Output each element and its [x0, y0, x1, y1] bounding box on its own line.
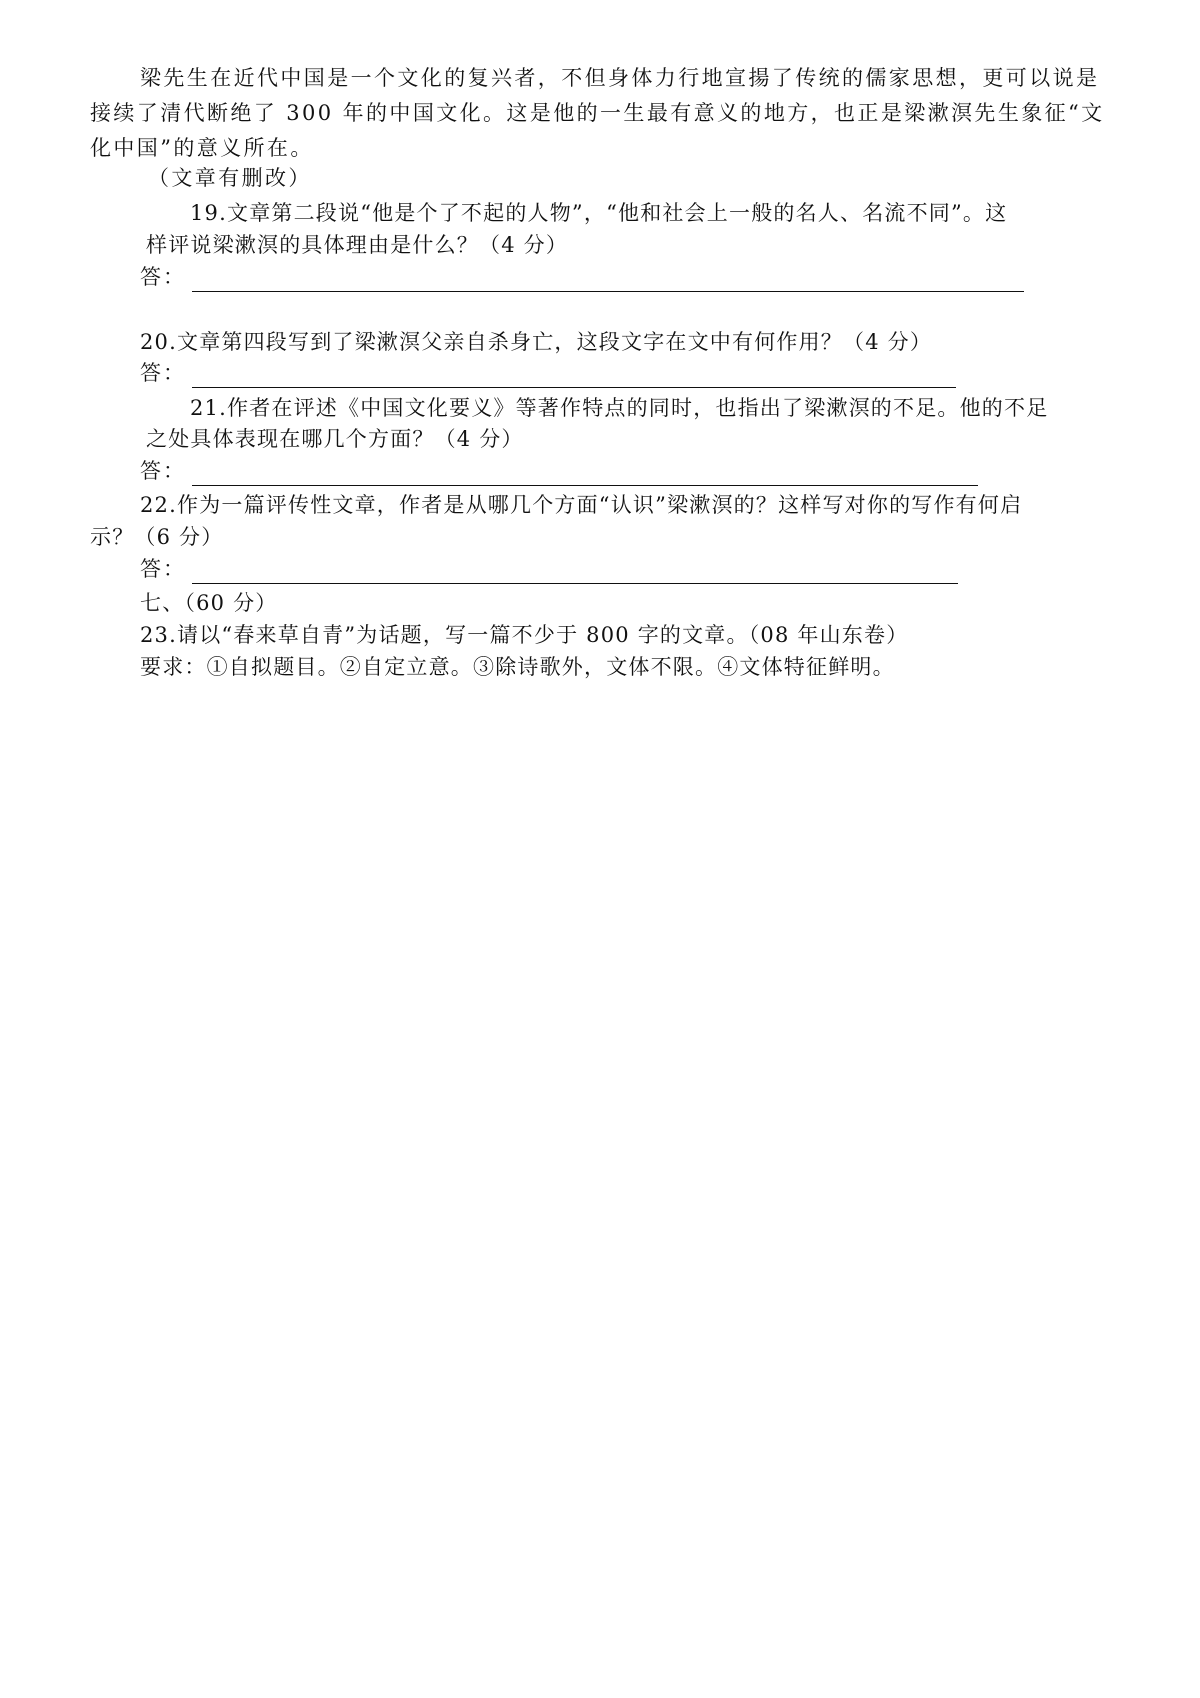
answer-label: 答：	[140, 557, 186, 581]
answer-label: 答：	[140, 265, 186, 289]
question-19-line-1: 19.文章第二段说“他是个了不起的人物”，“他和社会上一般的名人、名流不同”。这	[190, 201, 1008, 225]
question-19-line-2: 样评说梁漱溟的具体理由是什么？（4 分）	[146, 233, 569, 257]
requirements: 要求：①自拟题目。②自定立意。③除诗歌外，文体不限。④文体特征鲜明。	[140, 655, 895, 679]
question-23: 23.请以“春来草自青”为话题，写一篇不少于 800 字的文章。（08 年山东卷）	[140, 623, 909, 647]
source-note: （文章有删改）	[148, 166, 312, 190]
section-seven-heading: 七、（60 分）	[140, 591, 278, 615]
paragraph-line-2: 接续了清代断绝了 300 年的中国文化。这是他的一生最有意义的地方，也正是梁漱溟先生象征“文	[90, 101, 1105, 125]
answer-blank-19[interactable]	[192, 269, 1024, 292]
question-20-line-1: 20.文章第四段写到了梁漱溟父亲自杀身亡，这段文字在文中有何作用？（4 分）	[140, 330, 933, 354]
answer-label: 答：	[140, 459, 186, 483]
answer-row-22	[140, 554, 958, 584]
answer-blank-20[interactable]	[192, 365, 956, 388]
answer-label: 答：	[140, 361, 186, 385]
question-21-line-2: 之处具体表现在哪几个方面？（4 分）	[146, 427, 524, 451]
answer-row-21	[140, 456, 978, 486]
answer-row-19	[140, 262, 1024, 292]
answer-blank-22[interactable]	[192, 561, 958, 584]
paragraph-line-1: 梁先生在近代中国是一个文化的复兴者，不但身体力行地宣揚了传统的儒家思想，更可以说是	[140, 66, 1100, 90]
question-22-line-1: 22.作为一篇评传性文章，作者是从哪几个方面“认识”梁漱溟的？这样写对你的写作有何启	[140, 493, 1023, 517]
paragraph-line-3: 化中国”的意义所在。	[90, 136, 314, 160]
answer-blank-21[interactable]	[192, 463, 978, 486]
answer-row-20	[140, 358, 956, 388]
question-21-line-1: 21.作者在评述《中国文化要义》等著作特点的同时，也指出了梁漱溟的不足。他的不足	[190, 396, 1049, 420]
question-22-line-2: 示？（6 分）	[90, 525, 224, 549]
